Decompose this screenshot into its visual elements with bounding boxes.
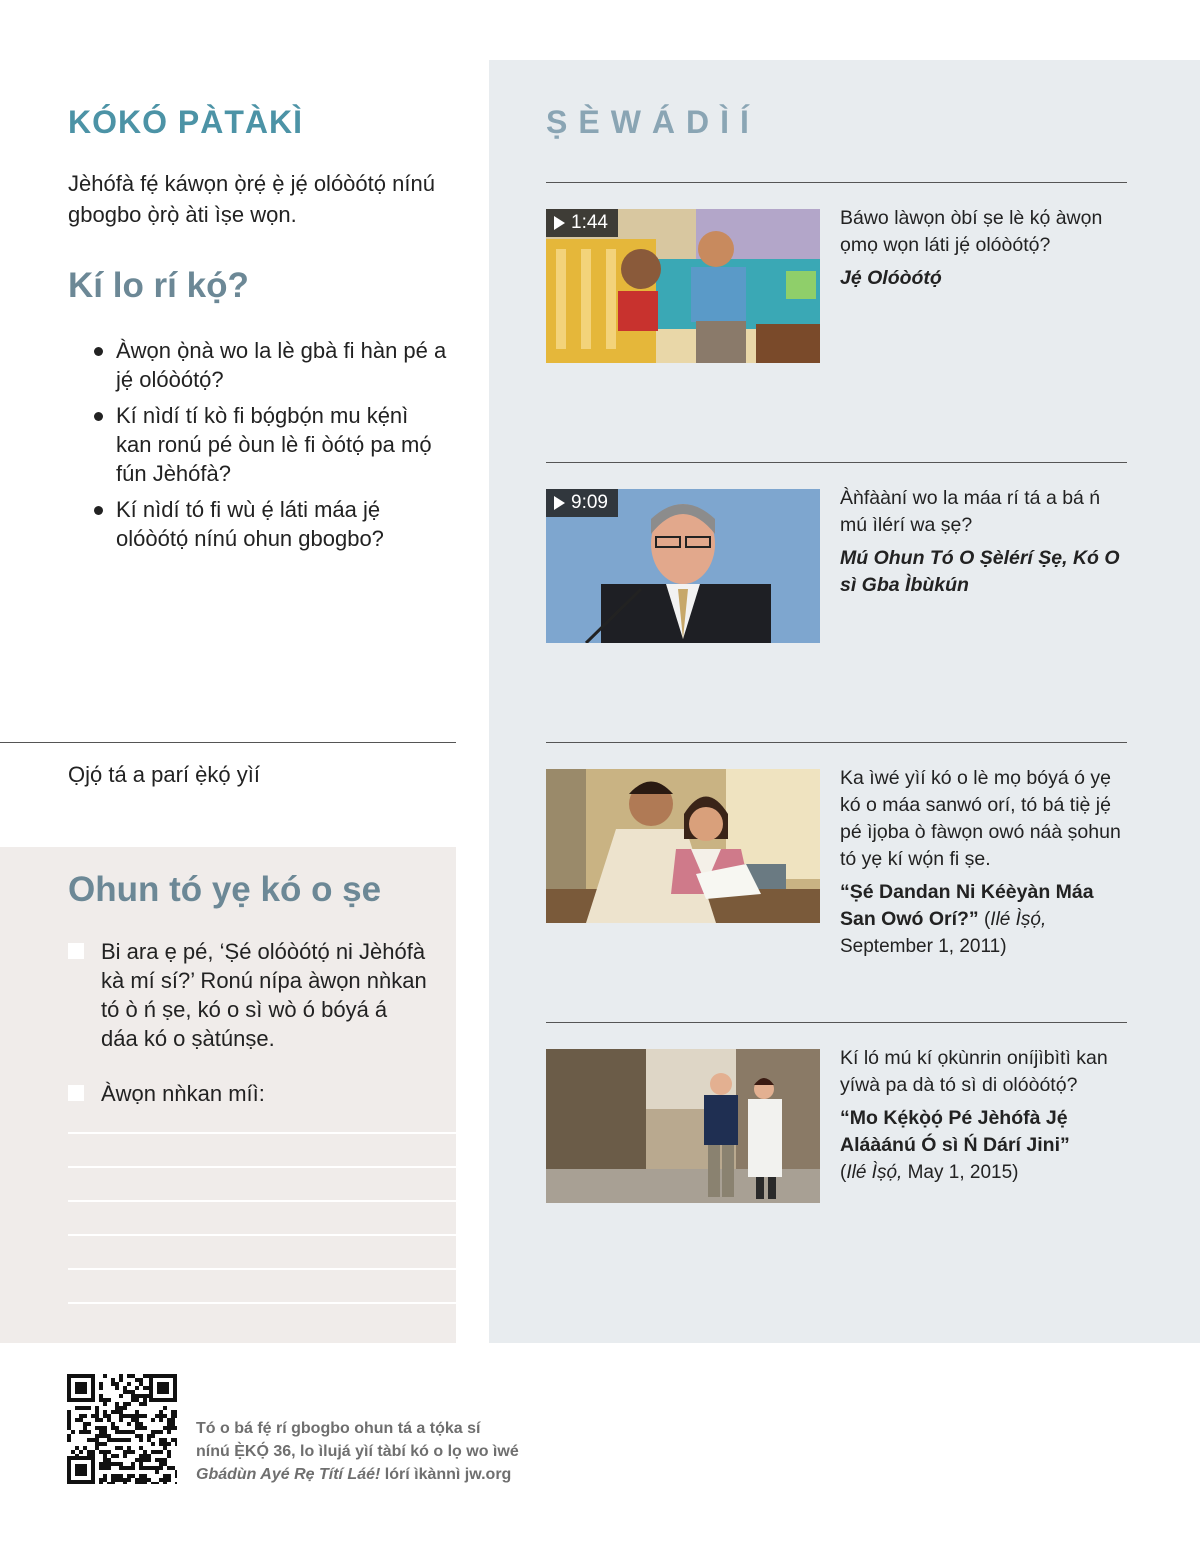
explore-item	[840, 1045, 1130, 1186]
article-image[interactable]	[546, 1049, 820, 1203]
video-thumbnail[interactable]	[546, 209, 820, 363]
todo-item-text: Àwọn nǹkan míì:	[101, 1081, 265, 1106]
todo-heading: Ohun tó yẹ kó o ṣe	[68, 870, 382, 909]
video-duration-badge	[546, 209, 618, 237]
writing-line[interactable]	[68, 1302, 456, 1304]
play-icon	[554, 216, 565, 230]
resource-title[interactable]: Mú Ohun Tó O Ṣèlérí Ṣẹ, Kó O sì Gba Ìbùkún	[840, 547, 1120, 596]
writing-line[interactable]	[68, 1166, 456, 1168]
footer-link-text[interactable]: lórí ìkànnì jw.org	[384, 1466, 512, 1483]
publication-date: September 1, 2011)	[840, 936, 1007, 957]
explore-item	[840, 205, 1130, 292]
reference-paren: (	[840, 1162, 847, 1183]
todo-item-text: Bi ara ẹ pé, ‘Ṣé olóòótọ́ ni Jèhófà kà mí sí?’ Ronú nípa àwọn nǹkan tó ò ń ṣe, kó o sì wò ó bóyá á dáa kó o ṣàtúnṣe.	[101, 939, 427, 1051]
resource-title[interactable]	[840, 879, 1130, 960]
divider	[546, 742, 1127, 743]
divider	[546, 1022, 1127, 1023]
divider	[546, 182, 1127, 183]
explore-question: Báwo làwọn òbí ṣe lè kọ́ àwọn ọmọ wọn láti jẹ́ olóòótọ́?	[840, 207, 1103, 256]
writing-line[interactable]	[68, 1268, 456, 1270]
qr-code-graphic	[67, 1374, 177, 1484]
footer-line: nínú Ẹ̀KỌ́ 36, lo ìlujá yìí tàbí kó o lọ wo ìwé	[196, 1443, 519, 1460]
review-question: Àwọn ọ̀nà wo la lè gbà fi hàn pé a jẹ́ olóòótọ́?	[92, 336, 447, 394]
explore-question: Ka ìwé yìí kó o lè mọ bóyá ó yẹ kó o máa sanwó orí, tó bá tiẹ̀ jẹ́ pé ìjọba ò fàwọn owó náà ṣohun tó yẹ kí wọ́n fi ṣe.	[840, 767, 1121, 870]
footer-line: Tó o bá fẹ́ rí gbogbo ohun tá a tọ́ka sí	[196, 1420, 481, 1437]
reference-paren: (	[983, 909, 991, 930]
article-photo	[546, 769, 820, 923]
todo-item[interactable]	[68, 937, 428, 1053]
checkbox[interactable]	[68, 943, 84, 959]
review-question: Kí nìdí tó fi wù ẹ́ láti máa jẹ́ olóòótọ́ nínú ohun gbogbo?	[92, 495, 447, 553]
video-duration: 1:44	[571, 212, 608, 233]
divider	[0, 742, 456, 743]
footer-line	[196, 1463, 576, 1486]
book-title[interactable]: Gbádùn Ayé Rẹ Títí Láé!	[196, 1466, 381, 1483]
review-questions-list	[92, 336, 447, 560]
key-point-text: Jèhófà fẹ́ káwọn ọ̀rẹ́ ẹ̀ jẹ́ olóòótọ́ nínú gbogbo ọ̀rọ̀ àti ìṣe wọn.	[68, 171, 435, 227]
explore-question: Àǹfààní wo la máa rí tá a bá ń mú ìlérí wa ṣẹ?	[840, 487, 1101, 536]
writing-line[interactable]	[68, 1132, 456, 1134]
play-icon	[554, 496, 565, 510]
video-duration: 9:09	[571, 492, 608, 513]
checkbox[interactable]	[68, 1085, 84, 1101]
resource-title[interactable]: “Mo Kẹ́kọ̀ọ́ Pé Jèhófà Jẹ́ Aláàánú Ó sì Ń Dárí Jini”	[840, 1107, 1070, 1156]
key-point-title: KÓKÓ PÀTÀKÌ	[68, 104, 303, 140]
resource-title-text: “Ṣé Dandan Ni Kéèyàn Máa San Owó Orí?”	[840, 881, 1094, 930]
resource-reference	[840, 1162, 1019, 1183]
qr-code[interactable]	[67, 1374, 177, 1484]
video-duration-badge	[546, 489, 618, 517]
explore-item	[840, 765, 1130, 960]
explore-item	[840, 485, 1130, 599]
publication-name: Ilé Ìṣọ́,	[990, 909, 1047, 930]
completion-date-label: Ọjọ́ tá a parí ẹ̀kọ́ yìí	[68, 762, 260, 787]
todo-item[interactable]	[68, 1079, 428, 1108]
video-thumbnail[interactable]	[546, 489, 820, 643]
review-question: Kí nìdí tí kò fi bọ́gbọ́n mu kẹ́nì kan ronú pé òun lè fi òótọ́ pa mọ́ fún Jèhófà?	[92, 401, 447, 488]
explore-title: ṢÈWÁDÌÍ	[546, 104, 760, 140]
writing-line[interactable]	[68, 1200, 456, 1202]
resource-title[interactable]: Jẹ́ Olóòótọ́	[840, 267, 942, 289]
explore-question: Kí ló mú kí ọkùnrin oníjìbìtì kan yíwà pa dà tó sì di olóòótọ́?	[840, 1047, 1108, 1096]
footer-note	[196, 1417, 576, 1486]
publication-name: Ilé Ìṣọ́,	[846, 1162, 903, 1183]
article-photo	[546, 1049, 820, 1203]
article-image[interactable]	[546, 769, 820, 923]
writing-line[interactable]	[68, 1234, 456, 1236]
publication-date: May 1, 2015)	[907, 1162, 1019, 1183]
review-questions-heading: Kí lo rí kọ́?	[68, 266, 249, 305]
divider	[546, 462, 1127, 463]
